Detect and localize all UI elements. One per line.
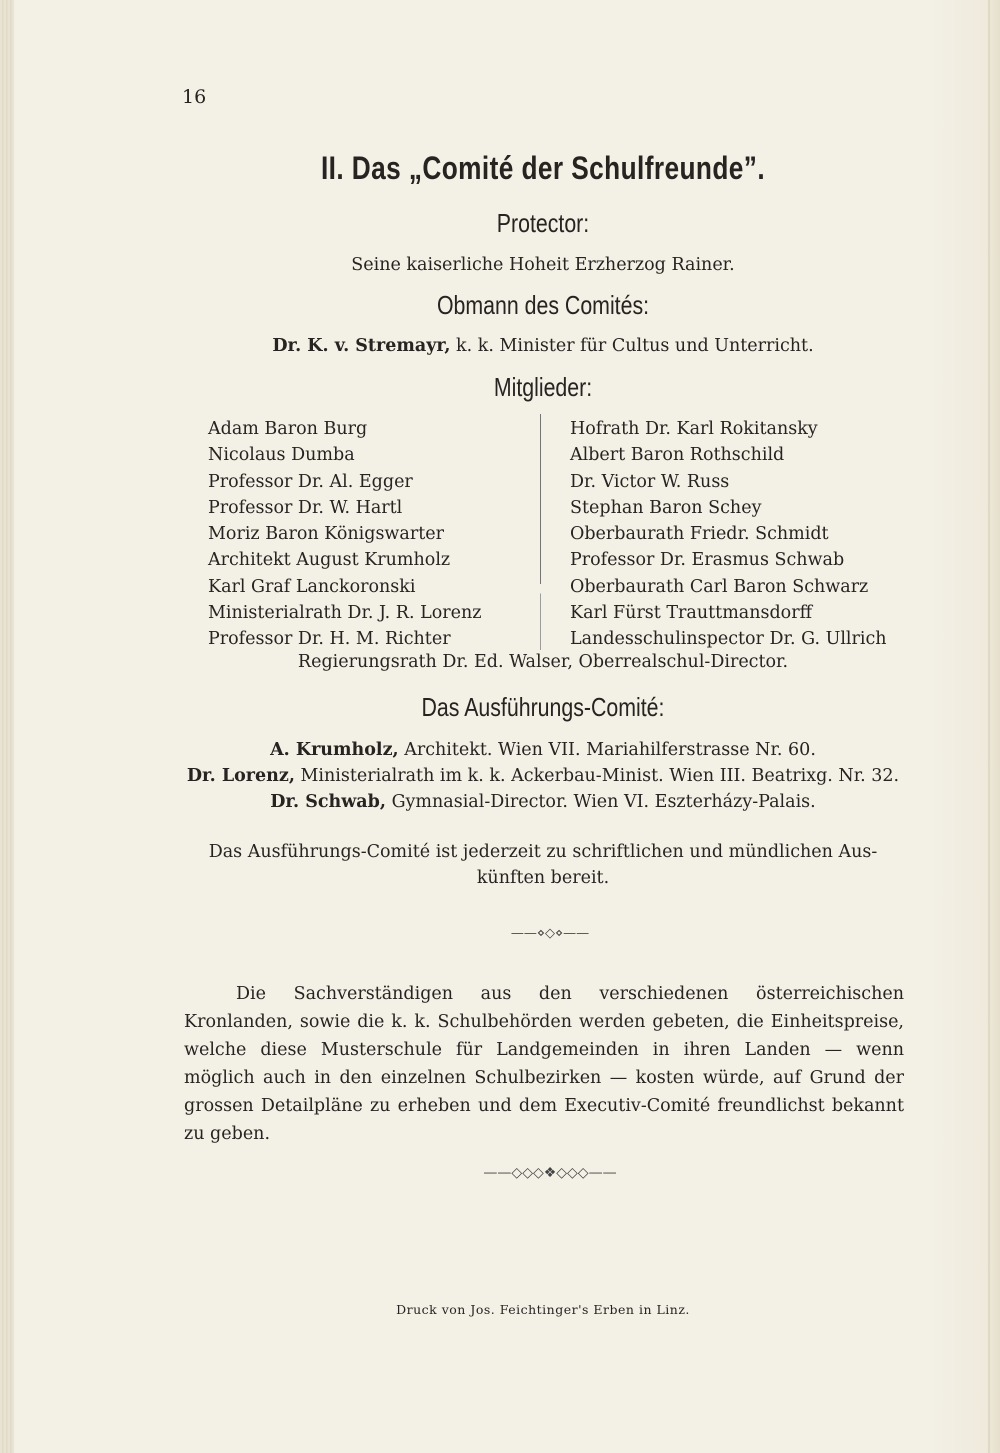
page-edge-right	[930, 0, 1000, 1453]
executive-entry	[182, 766, 904, 786]
members-left-column	[208, 416, 481, 653]
executive-entry	[182, 740, 904, 760]
executive-name: A. Krumholz,	[270, 740, 399, 760]
ornament-divider-large: ——◇◇◇❖◇◇◇——	[483, 1165, 617, 1181]
executive-details: Gymnasial-Director. Wien VI. Eszterházy-Palais.	[391, 792, 816, 812]
executive-note-line-2: künften bereit.	[476, 868, 610, 888]
executive-name: Dr. Lorenz,	[186, 766, 295, 786]
members-heading: Mitglieder:	[493, 372, 593, 402]
members-last-line: Regierungsrath Dr. Ed. Walser, Oberrealschul-Director.	[297, 652, 789, 672]
member-entry: Stephan Baron Schey	[570, 497, 762, 518]
member-entry: Oberbaurath Carl Baron Schwarz	[570, 576, 869, 597]
chairman-name: Dr. K. v. Stremayr,	[272, 336, 451, 356]
executive-heading: Das Ausführungs-Comité:	[421, 692, 665, 722]
member-entry: Moriz Baron Königswarter	[208, 524, 444, 545]
appeal-paragraph	[184, 980, 904, 1148]
member-entry: Professor Dr. H. M. Richter	[208, 629, 451, 650]
executive-entry	[182, 792, 904, 812]
page-edge-left	[0, 0, 14, 1453]
member-entry: Albert Baron Rothschild	[570, 445, 785, 466]
member-entry: Karl Graf Lanckoronski	[208, 576, 416, 597]
member-entry: Architekt August Krumholz	[208, 550, 451, 571]
protector-heading: Protector:	[496, 208, 590, 238]
column-divider	[540, 414, 541, 650]
chairman-line	[182, 336, 904, 356]
executive-details: Architekt. Wien VII. Mariahilferstrasse Nr. 60.	[404, 740, 816, 760]
member-entry: Oberbaurath Friedr. Schmidt	[570, 524, 829, 545]
members-right-column	[570, 416, 887, 653]
page-number: 16	[182, 86, 207, 108]
member-entry: Adam Baron Burg	[208, 419, 368, 439]
executive-name: Dr. Schwab,	[270, 792, 386, 812]
member-entry: Professor Dr. Erasmus Schwab	[570, 550, 845, 571]
executive-details: Ministerialrath im k. k. Ackerbau-Minist. Wien III. Beatrixg. Nr. 32.	[300, 766, 900, 786]
member-entry: Nicolaus Dumba	[208, 445, 355, 466]
member-entry: Karl Fürst Trauttmansdorff	[570, 603, 813, 624]
chairman-heading: Obmann des Comités:	[436, 290, 650, 320]
ornament-divider-small: ——⋄◇⋄——	[510, 926, 590, 941]
member-entry: Landesschulinspector Dr. G. Ullrich	[570, 629, 887, 650]
member-entry: Professor Dr. Al. Egger	[208, 471, 413, 492]
member-entry: Dr. Victor W. Russ	[570, 471, 730, 492]
appeal-paragraph-text: Die Sachverständigen aus den verschiedenen österreichischen Kronlanden, sowie die k. k. Schulbehörden werden gebeten, die Einheitspreise, welche diese Musterschule für Landgemeinden in ihren Landen — wenn möglich auch in den einzelnen Schulbezirken — kosten würde, auf Grund der grossen Detailpläne zu erheben und dem Executiv-Comité freundlichst bekannt zu geben.	[184, 984, 904, 1144]
protector-name: Seine kaiserliche Hoheit Erzherzog Rainer.	[351, 255, 735, 275]
executive-note-line-1: Das Ausführungs-Comité ist jederzeit zu schriftlichen und mündlichen Aus-	[208, 842, 878, 862]
member-entry: Hofrath Dr. Karl Rokitansky	[570, 419, 818, 439]
printer-imprint: Druck von Jos. Feichtinger's Erben in Linz.	[396, 1302, 690, 1317]
section-title: II. Das „Comité der Schulfreunde”.	[320, 150, 766, 186]
chairman-title: k. k. Minister für Cultus und Unterricht.	[456, 336, 814, 356]
member-entry: Ministerialrath Dr. J. R. Lorenz	[208, 603, 482, 624]
member-entry: Professor Dr. W. Hartl	[208, 497, 403, 518]
